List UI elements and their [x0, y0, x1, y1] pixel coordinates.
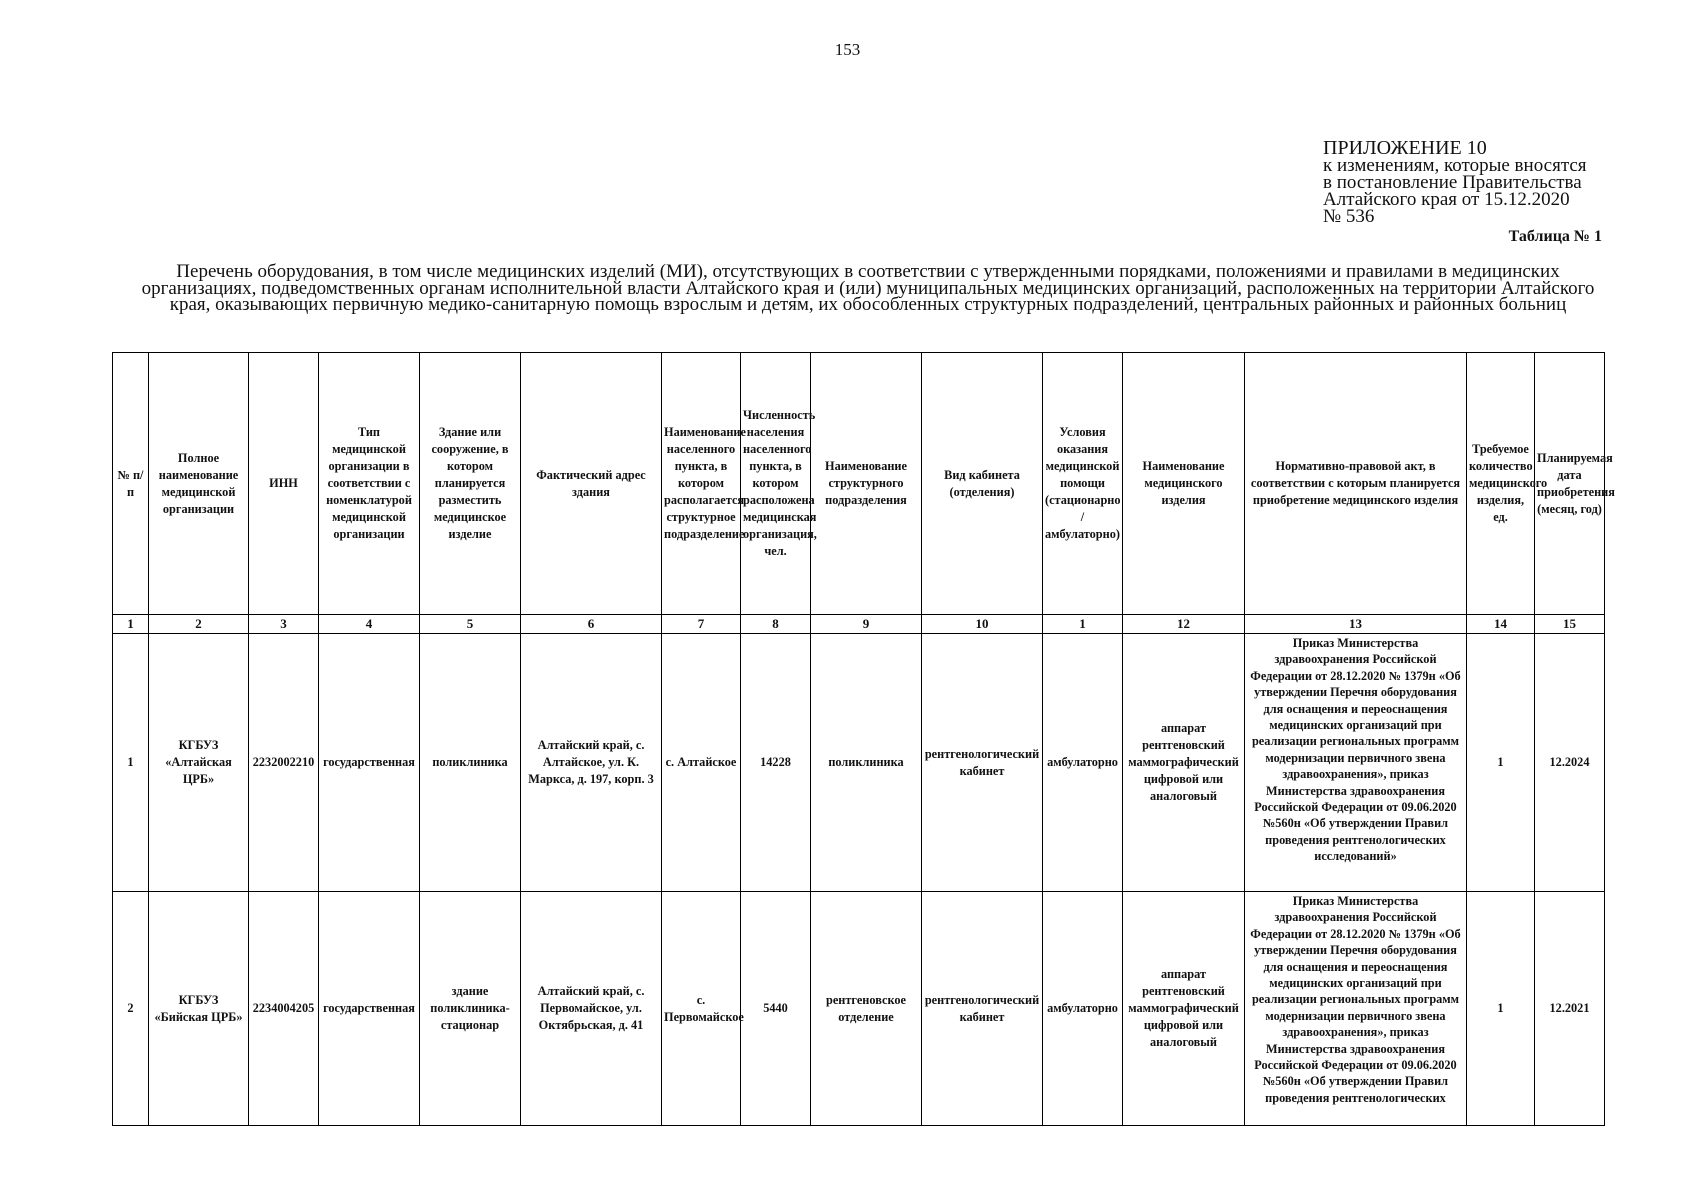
column-header: Тип медицинской организации в соответствии с номенклатурой медицинской организации [319, 353, 420, 615]
cell-no: 2 [113, 892, 149, 1126]
appendix-block [1323, 137, 1587, 227]
column-number: 3 [249, 615, 319, 634]
cell-locality: с. Первомайское [662, 892, 741, 1126]
cell-unit: поликлиника [811, 634, 922, 892]
column-number: 4 [319, 615, 420, 634]
cell-type: государственная [319, 634, 420, 892]
cell-building: поликлиника [420, 634, 521, 892]
cell-quantity: 1 [1467, 892, 1535, 1126]
column-number: 2 [149, 615, 249, 634]
document-heading: Перечень оборудования, в том числе медицинских изделий (МИ), отсутствующих в соответствии с утвержденными порядками, положениями и правилами в медицинских организациях, подведомственных органам исполнительной власти Алтайского края и (или) муниципальных медицинских организаций, расположенных на территории Алтайского края, оказывающих первичную медико-санитарную помощь взрослым и детям, их обособленных структурных подразделений, центральных районных и районных больниц [141, 261, 1595, 315]
column-header: Планируемая дата приобретения (месяц, год) [1535, 353, 1605, 615]
cell-type: государственная [319, 892, 420, 1126]
column-header: Требуемое количество медицинского изделия, ед. [1467, 353, 1535, 615]
cell-conditions: амбулаторно [1043, 892, 1123, 1126]
cell-inn: 2232002210 [249, 634, 319, 892]
appendix-line: в постановление Правительства [1323, 172, 1582, 193]
table-row [113, 892, 1605, 1126]
column-number: 10 [922, 615, 1043, 634]
cell-org: КГБУЗ «Бийская ЦРБ» [149, 892, 249, 1126]
column-number: 7 [662, 615, 741, 634]
cell-act: Приказ Министерства здравоохранения Российской Федерации от 28.12.2020 № 1379н «Об утверждении Перечня оборудования для оснащения и переоснащения медицинских организаций при реализации региональных программ модернизации первичного звена здравоохранения», приказ Министерства здравоохранения Российской Федерации от 09.06.2020 №560н «Об утверждении Правил проведения рентгенологических [1245, 892, 1467, 1126]
equipment-table [112, 352, 1615, 1126]
column-number: 14 [1467, 615, 1535, 634]
cell-unit: рентгеновское отделение [811, 892, 922, 1126]
cell-building: здание поликлиника-стационар [420, 892, 521, 1126]
cell-inn: 2234004205 [249, 892, 319, 1126]
column-header: Наименование структурного подразделения [811, 353, 922, 615]
cell-act: Приказ Министерства здравоохранения Российской Федерации от 28.12.2020 № 1379н «Об утверждении Перечня оборудования для оснащения и переоснащения медицинских организаций при реализации региональных программ модернизации первичного звена здравоохранения», приказ Министерства здравоохранения Российской Федерации от 09.06.2020 №560н «Об утверждении Правил проведения рентгенологических исследований» [1245, 634, 1467, 892]
appendix-title: ПРИЛОЖЕНИЕ 10 [1323, 137, 1487, 159]
column-header: № п/п [113, 353, 149, 615]
cell-address: Алтайский край, с. Алтайское, ул. К. Маркса, д. 197, корп. 3 [521, 634, 662, 892]
column-number: 6 [521, 615, 662, 634]
table-row [113, 634, 1605, 892]
column-number: 13 [1245, 615, 1467, 634]
column-header: Вид кабинета (отделения) [922, 353, 1043, 615]
cell-date: 12.2021 [1535, 892, 1605, 1126]
column-number: 1 [1043, 615, 1123, 634]
appendix-line: к изменениям, которые вносятся [1323, 155, 1587, 176]
column-header: Наименование медицинского изделия [1123, 353, 1245, 615]
cell-conditions: амбулаторно [1043, 634, 1123, 892]
cell-locality: с. Алтайское [662, 634, 741, 892]
column-number: 1 [113, 615, 149, 634]
table-label: Таблица № 1 [1508, 228, 1602, 245]
cell-cabinet: рентгенологический кабинет [922, 892, 1043, 1126]
cell-population: 5440 [741, 892, 811, 1126]
column-header: ИНН [249, 353, 319, 615]
cell-date: 12.2024 [1535, 634, 1605, 892]
cell-quantity: 1 [1467, 634, 1535, 892]
page-number: 153 [834, 40, 861, 59]
column-number: 12 [1123, 615, 1245, 634]
cell-population: 14228 [741, 634, 811, 892]
column-number: 8 [741, 615, 811, 634]
cell-org: КГБУЗ «Алтайская ЦРБ» [149, 634, 249, 892]
column-header: Условия оказания медицинской помощи (стационарно /амбулаторно) [1043, 353, 1123, 615]
column-header: Полное наименование медицинской организации [149, 353, 249, 615]
column-number-row [113, 615, 1605, 634]
appendix-line: № 536 [1323, 206, 1375, 227]
column-header: Нормативно-правовой акт, в соответствии с которым планируется приобретение медицинского изделия [1245, 353, 1467, 615]
column-header: Фактический адрес здания [521, 353, 662, 615]
column-header: Здание или сооружение, в котором планируется разместить медицинское изделие [420, 353, 521, 615]
cell-address: Алтайский край, с. Первомайское, ул. Октябрьская, д. 41 [521, 892, 662, 1126]
cell-device: аппарат рентгеновский маммографический цифровой или аналоговый [1123, 634, 1245, 892]
column-header: Численность населения населенного пункта, в котором расположена медицинская организация, чел. [741, 353, 811, 615]
column-header: Наименование населенного пункта, в котором располагается структурное подразделение [662, 353, 741, 615]
appendix-line: Алтайского края от 15.12.2020 [1323, 189, 1570, 210]
column-number: 5 [420, 615, 521, 634]
cell-no: 1 [113, 634, 149, 892]
header-row [113, 353, 1605, 615]
cell-device: аппарат рентгеновский маммографический цифровой или аналоговый [1123, 892, 1245, 1126]
cell-cabinet: рентгенологический кабинет [922, 634, 1043, 892]
column-number: 9 [811, 615, 922, 634]
column-number: 15 [1535, 615, 1605, 634]
